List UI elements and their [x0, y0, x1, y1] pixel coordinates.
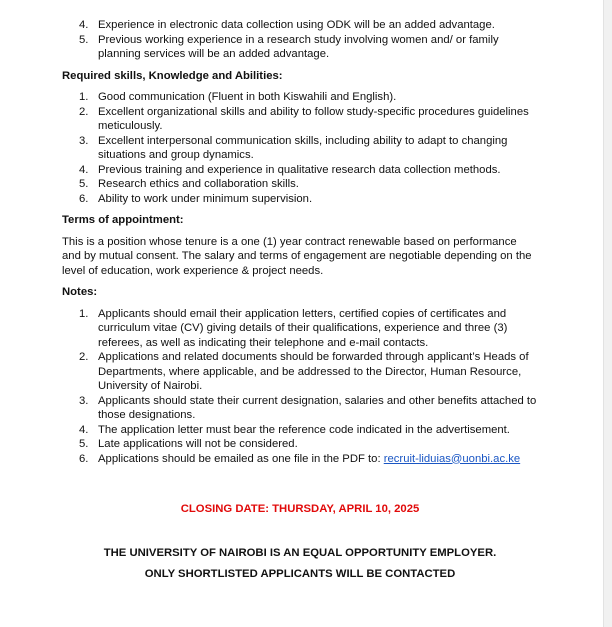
list-number: 1. [79, 307, 89, 320]
email-link[interactable]: recruit-liduias@uonbi.ac.ke [383, 452, 521, 465]
list-text: Ability to work under minimum supervision. [98, 192, 313, 205]
document-content [62, 14, 538, 582]
list-number: 4. [79, 19, 89, 31]
list-item [62, 452, 538, 467]
list-text: Excellent interpersonal communication skills, including ability to adapt to changing situations and group dynamics. [98, 134, 508, 161]
list-text: Good communication (Fluent in both Kiswahili and English). [98, 91, 397, 103]
list-number: 6. [79, 192, 89, 205]
list-text: Previous working experience in a research study involving women and/ or family planning services will be an added advantage. [98, 33, 499, 60]
list-number: 4. [79, 423, 89, 436]
list-item [62, 18, 538, 33]
terms-body: This is a position whose tenure is a one (1) year contract renewable based on performance and by mutual consent. The salary and terms of engagement are negotiable depending on the level of education, work experience & project needs. [62, 235, 532, 277]
vertical-scrollbar[interactable] [603, 0, 612, 627]
list-item [62, 90, 538, 105]
list-text: Previous training and experience in qualitative research data collection methods. [98, 163, 501, 176]
list-item [62, 33, 538, 62]
list-text: Applications should be emailed as one file in the PDF to: [98, 452, 384, 465]
list-number: 5. [79, 33, 89, 46]
list-text: Research ethics and collaboration skills. [98, 178, 299, 190]
skills-heading: Required skills, Knowledge and Abilities: [62, 69, 283, 82]
list-text: Applications and related documents should be forwarded through applicant’s Heads of Departments, where applicable, and be addressed to the Director, Human Resource, University of Nairobi. [98, 351, 529, 392]
list-item [62, 134, 538, 163]
list-number: 6. [79, 452, 89, 465]
list-text: Excellent organizational skills and ability to follow study-specific procedures guidelines meticulously. [98, 105, 529, 132]
list-item [62, 192, 538, 207]
list-text: Late applications will not be considered. [98, 438, 298, 450]
notes-heading: Notes: [62, 286, 98, 298]
shortlisted-notice: ONLY SHORTLISTED APPLICANTS WILL BE CONTACTED [144, 568, 456, 580]
list-text: Applicants should state their current designation, salaries and other benefits attached to those designations. [98, 394, 537, 421]
list-number: 5. [79, 438, 89, 450]
list-number: 2. [79, 351, 89, 363]
skills-list [62, 90, 538, 206]
list-item [62, 394, 538, 423]
list-text: Experience in electronic data collection using ODK will be an added advantage. [98, 19, 495, 31]
list-text: Applicants should email their application letters, certified copies of certificates and curriculum vitae (CV) giving details of their qualifications, experience and three (3) referees, as well as indicating their telephone and e-mail contacts. [98, 307, 508, 349]
list-number: 5. [79, 178, 89, 190]
terms-heading: Terms of appointment: [62, 214, 184, 226]
closing-date: CLOSING DATE: THURSDAY, APRIL 10, 2025 [180, 503, 420, 515]
list-number: 4. [79, 163, 89, 176]
equal-opportunity-statement: THE UNIVERSITY OF NAIROBI IS AN EQUAL OPPORTUNITY EMPLOYER. [103, 546, 497, 559]
requirements-list-continued [62, 18, 538, 62]
list-item [62, 105, 538, 134]
list-item [62, 163, 538, 178]
list-number: 1. [79, 91, 89, 103]
list-item [62, 350, 538, 394]
list-number: 3. [79, 134, 89, 147]
list-number: 2. [79, 105, 89, 118]
list-item [62, 177, 538, 192]
list-item [62, 423, 538, 438]
list-item [62, 437, 538, 452]
list-number: 3. [79, 394, 89, 407]
list-item [62, 307, 538, 351]
list-text: The application letter must bear the reference code indicated in the advertisement. [98, 423, 510, 436]
notes-list [62, 307, 538, 467]
